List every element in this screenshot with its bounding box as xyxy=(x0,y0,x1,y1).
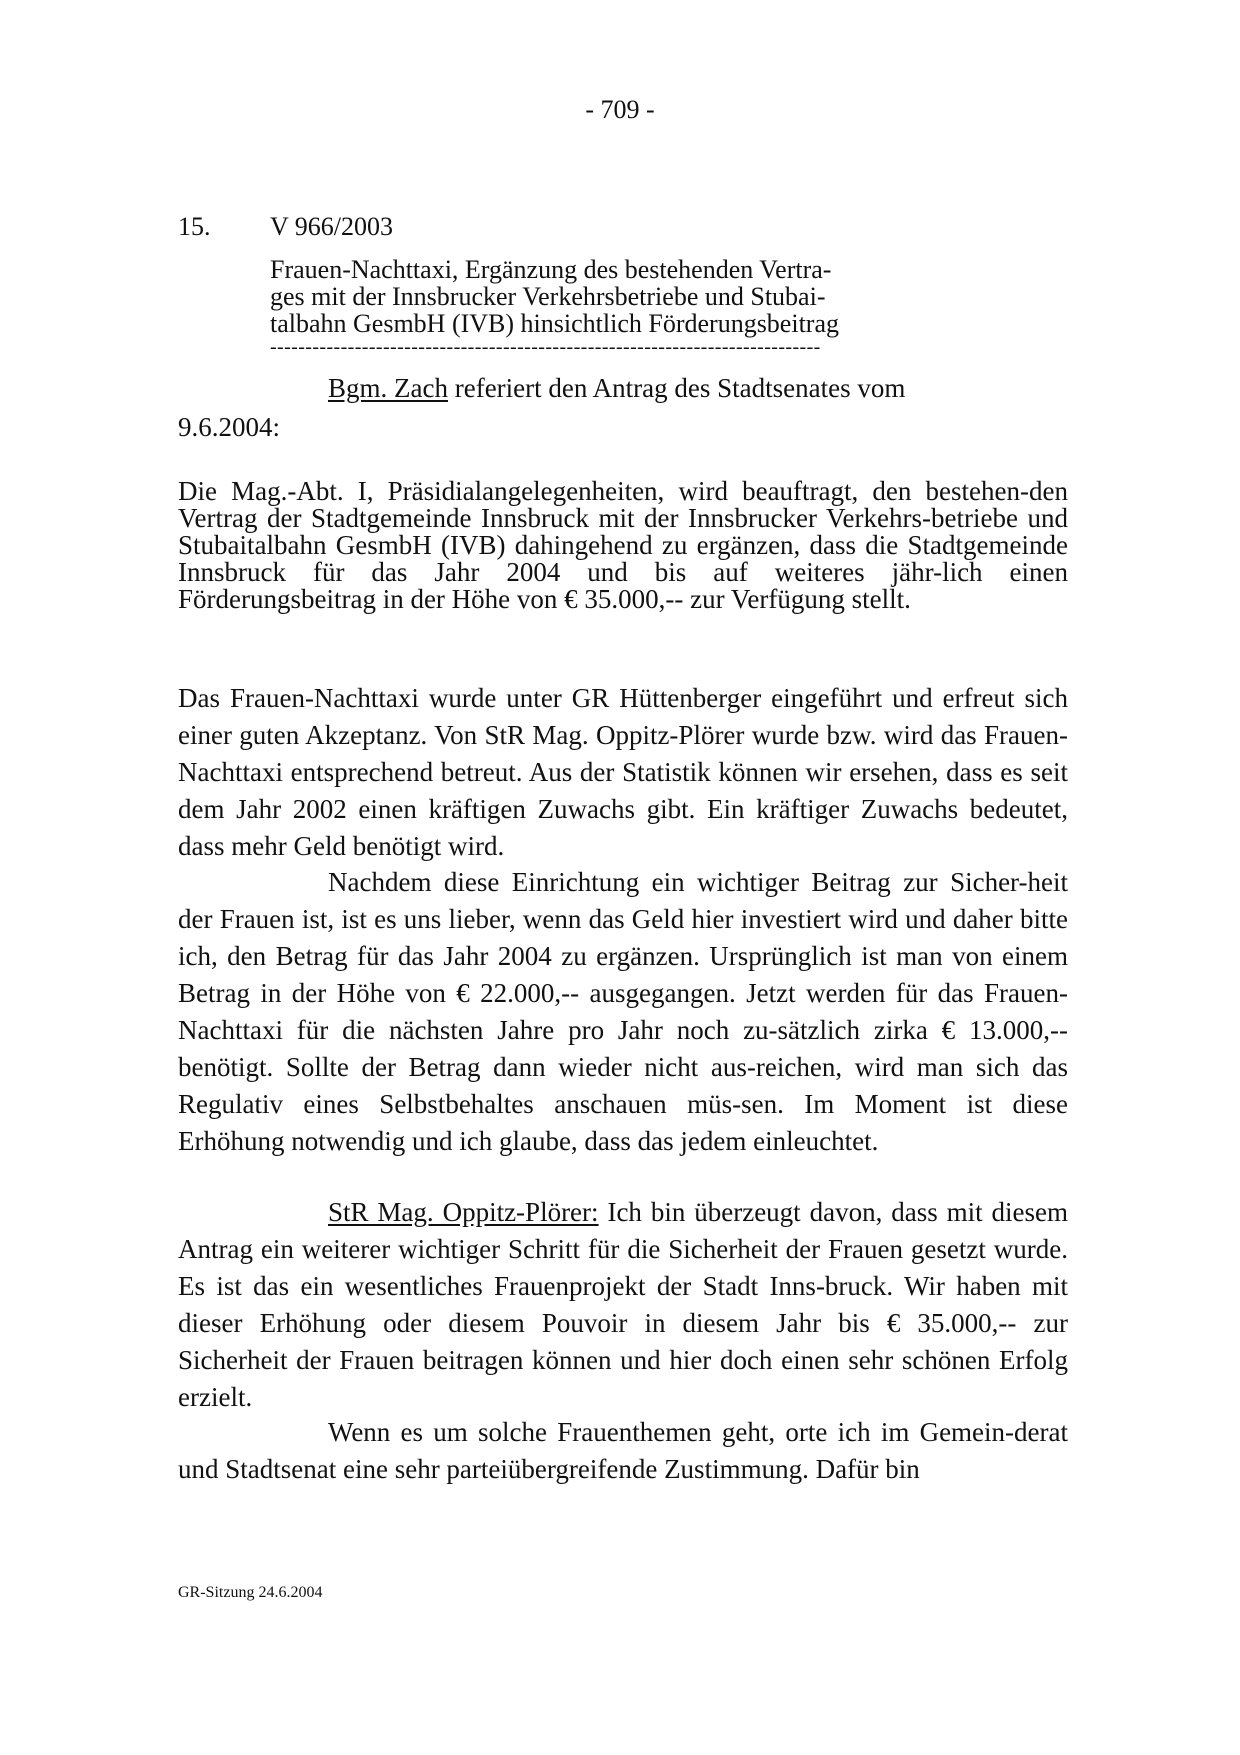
body-paragraph-2: Nachdem diese Einrichtung ein wichtiger Beitrag zur Sicher-heit der Frauen ist, ist es uns lieber, wenn das Geld hier investiert wird und daher bitte ich, den Betrag für das Jahr 2004 zu ergänzen. Ursprünglich ist man von einem Betrag in der Höhe von € 22.000,-- ausgegangen. Jetzt werden für das Frauen-Nachttaxi für die nächsten Jahre pro Jahr noch zu-sätzlich zirka € 13.000,-- benötigt. Sollte der Betrag dann wieder nicht aus-reichen, wird man sich das Regulativ eines Selbstbehaltes anschauen müs-sen. Im Moment ist diese Erhöhung notwendig und ich glaube, dass das jedem einleuchtet. xyxy=(178,867,1068,1156)
intro-speaker: Bgm. Zach xyxy=(328,373,448,403)
intro-date: 9.6.2004: xyxy=(178,412,281,442)
intro-line xyxy=(328,372,905,404)
speaker-statement: Ich bin überzeugt davon, dass mit diesem Antrag ein weiterer wichtiger Schritt für die Sicherheit der Frauen gesetzt wurde. Es ist das ein wesentliches Frauenprojekt der Stadt Inns-bruck. Wir haben mit dieser Erhöhung oder diesem Pouvoir in diesem Jahr bis € 35.000,-- zur Sicherheit der Frauen beitragen können und hier doch einen sehr schönen Erfolg erzielt. xyxy=(178,1197,1069,1412)
body-paragraph-4: Wenn es um solche Frauenthemen geht, orte ich im Gemein-derat und Stadtsenat eine sehr parteiübergreifende Zustimmung. Dafür bin xyxy=(178,1417,1068,1484)
speaker-name: StR Mag. Oppitz-Plörer: xyxy=(328,1197,599,1227)
agenda-item-title: Frauen-Nachttaxi, Ergänzung des bestehenden Vertra- ges mit der Innsbrucker Verkehrsbetriebe und Stubai- talbahn GesmbH (IVB) hinsichtlich Förderungsbeitrag xyxy=(270,255,839,338)
page-footer: GR-Sitzung 24.6.2004 xyxy=(178,1584,323,1601)
motion-text: Die Mag.-Abt. I, Präsidialangelegenheiten, wird beauftragt, den bestehen-den Vertrag der Stadtgemeinde Innsbruck mit der Innsbrucker Verkehrs-betriebe und Stubaitalbahn GesmbH (IVB) dahingehend zu ergänzen, dass die Stadtgemeinde Innsbruck für das Jahr 2004 und bis auf weiteres jähr-lich einen Förderungsbeitrag in der Höhe von € 35.000,-- zur Verfügung stellt. xyxy=(178,476,1068,614)
title-separator: ------------------------------------------------------------------------------ xyxy=(270,337,821,357)
body-paragraph-3 xyxy=(178,1194,1068,1416)
agenda-item-number: 15. xyxy=(178,212,211,241)
body-paragraph-1: Das Frauen-Nachttaxi wurde unter GR Hüttenberger eingeführt und erfreut sich einer guten Akzeptanz. Von StR Mag. Oppitz-Plörer wurde bzw. wird das Frauen-Nachttaxi entsprechend betreut. Aus der Statistik können wir ersehen, dass es seit dem Jahr 2002 einen kräftigen Zuwachs gibt. Ein kräftiger Zuwachs bedeutet, dass mehr Geld benötigt wird. xyxy=(178,683,1068,861)
agenda-item-reference: V 966/2003 xyxy=(270,212,394,241)
intro-text: referiert den Antrag des Stadtsenates vom xyxy=(447,373,906,403)
page-number: - 709 - xyxy=(585,95,655,124)
